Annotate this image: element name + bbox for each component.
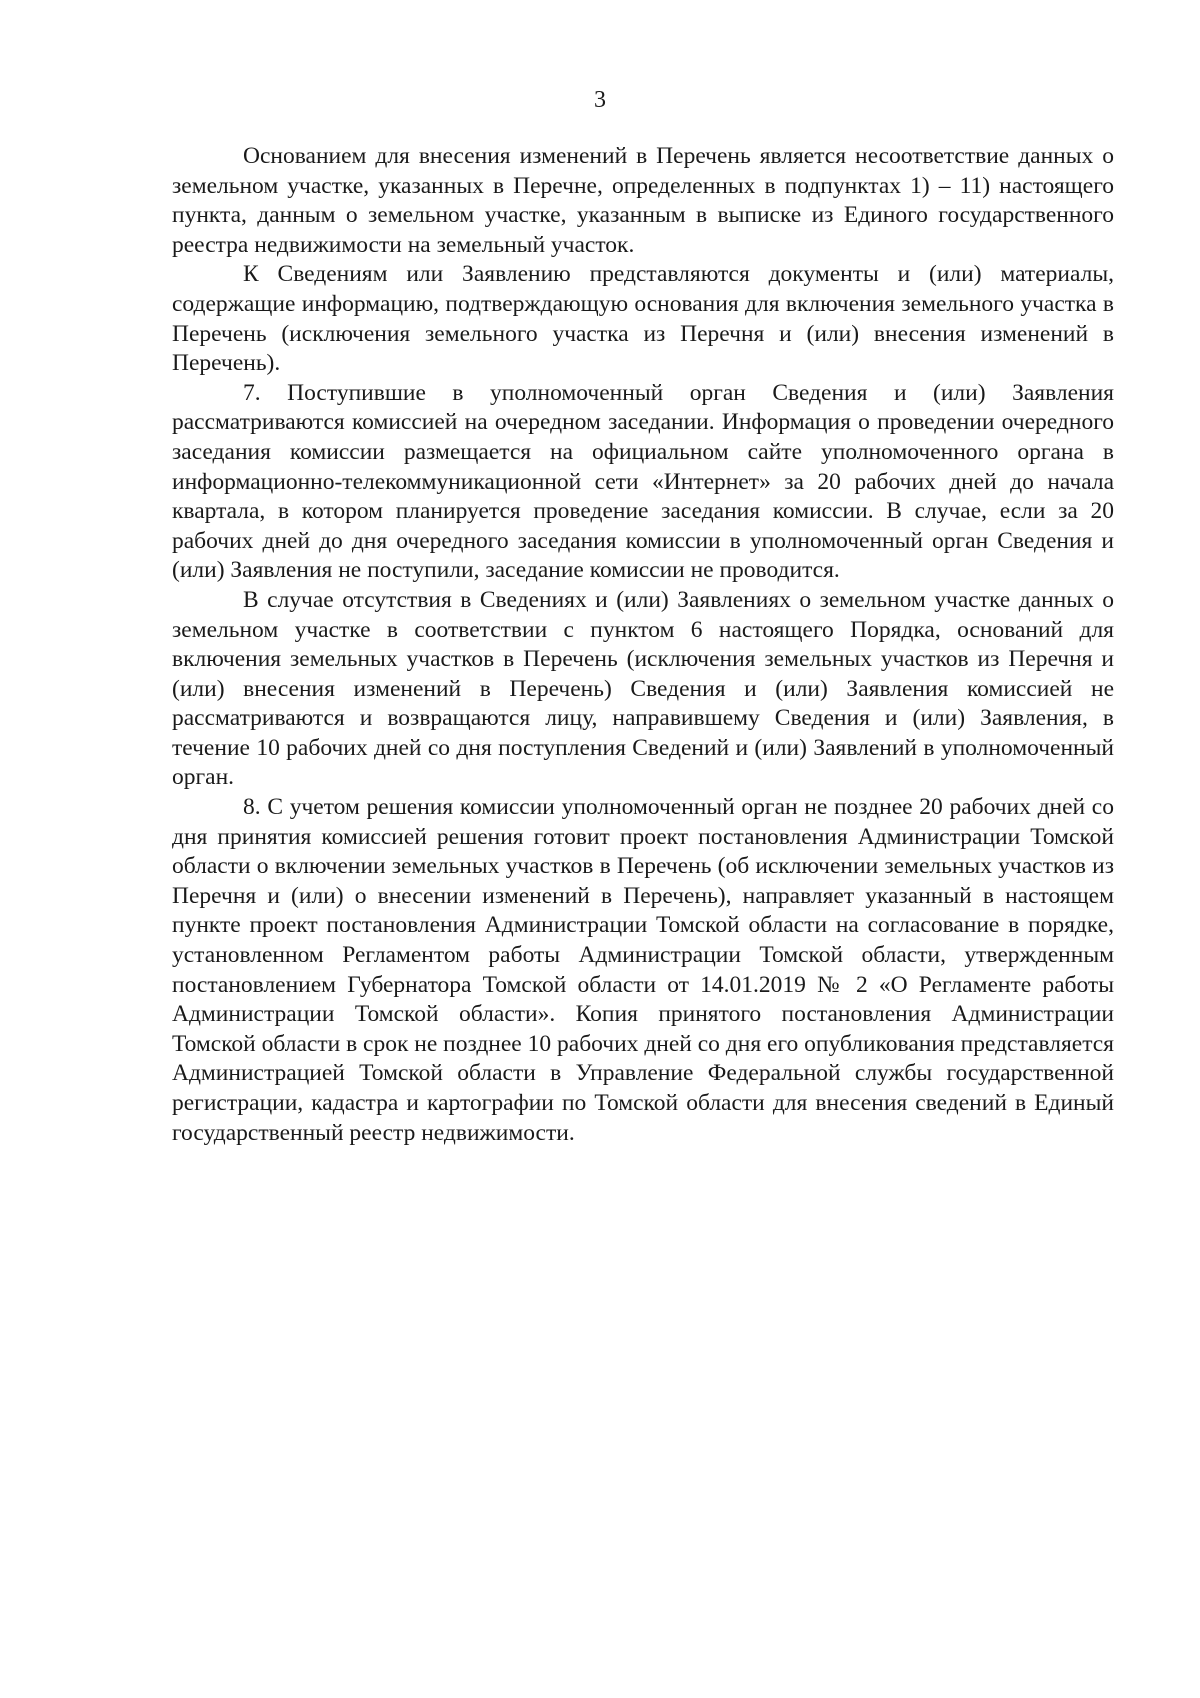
paragraph-change-grounds: Основанием для внесения изменений в Перечень является несоответствие данных о земельном участке, указанных в Перечне, определенных в подпунктах 1) – 11) настоящего пункта, данным о земельном участке, указанным в выписке из Единого государственного реестра недвижимости на земельный участок. (172, 143, 1114, 258)
page-number: 3 (594, 87, 606, 113)
document-body (172, 142, 1114, 1148)
paragraph-item-7: 7. Поступившие в уполномоченный орган Сведения и (или) Заявления рассматриваются комиссией на очередном заседании. Информация о проведении очередного заседания комиссии размещается на официальном сайте уполномоченного органа в информационно-телекоммуникационной сети «Интернет» за 20 рабочих дней до начала квартала, в котором планируется проведение заседания комиссии. В случае, если за 20 рабочих дней до дня очередного заседания комиссии в уполномоченный орган Сведения и (или) Заявления не поступили, заседание комиссии не проводится. (172, 379, 1114, 584)
paragraph-return-of-applications: В случае отсутствия в Сведениях и (или) Заявлениях о земельном участке данных о земельном участке в соответствии с пунктом 6 настоящего Порядка, оснований для включения земельных участков в Перечень (исключения земельных участков из Перечня и (или) внесения изменений в Перечень) Сведения и (или) Заявления комиссией не рассматриваются и возвращаются лицу, направившему Сведения и (или) Заявления, в течение 10 рабочих дней со дня поступления Сведений и (или) Заявлений в уполномоченный орган. (172, 586, 1114, 791)
paragraph-supporting-documents: К Сведениям или Заявлению представляются документы и (или) материалы, содержащие информацию, подтверждающую основания для включения земельного участка в Перечень (исключения земельного участка из Перечня и (или) внесения изменений в Перечень). (172, 261, 1114, 377)
paragraph-item-8: 8. С учетом решения комиссии уполномоченный орган не позднее 20 рабочих дней со дня принятия комиссией решения готовит проект постановления Администрации Томской области о включении земельных участков в Перечень (об исключении земельных участков из Перечня и (или) о внесении изменений в Перечень), направляет указанный в настоящем пункте проект постановления Администрации Томской области на согласование в порядке, установленном Регламентом работы Администрации Томской области, утвержденным постановлением Губернатора Томской области от 14.01.2019 № 2 «О Регламенте работы Администрации Томской области». Копия принятого постановления Администрации Томской области в срок не позднее 10 рабочих дней со дня его опубликования представляется Администрацией Томской области в Управление Федеральной службы государственной регистрации, кадастра и картографии по Томской области для внесения сведений в Единый государственный реестр недвижимости. (172, 794, 1114, 1146)
